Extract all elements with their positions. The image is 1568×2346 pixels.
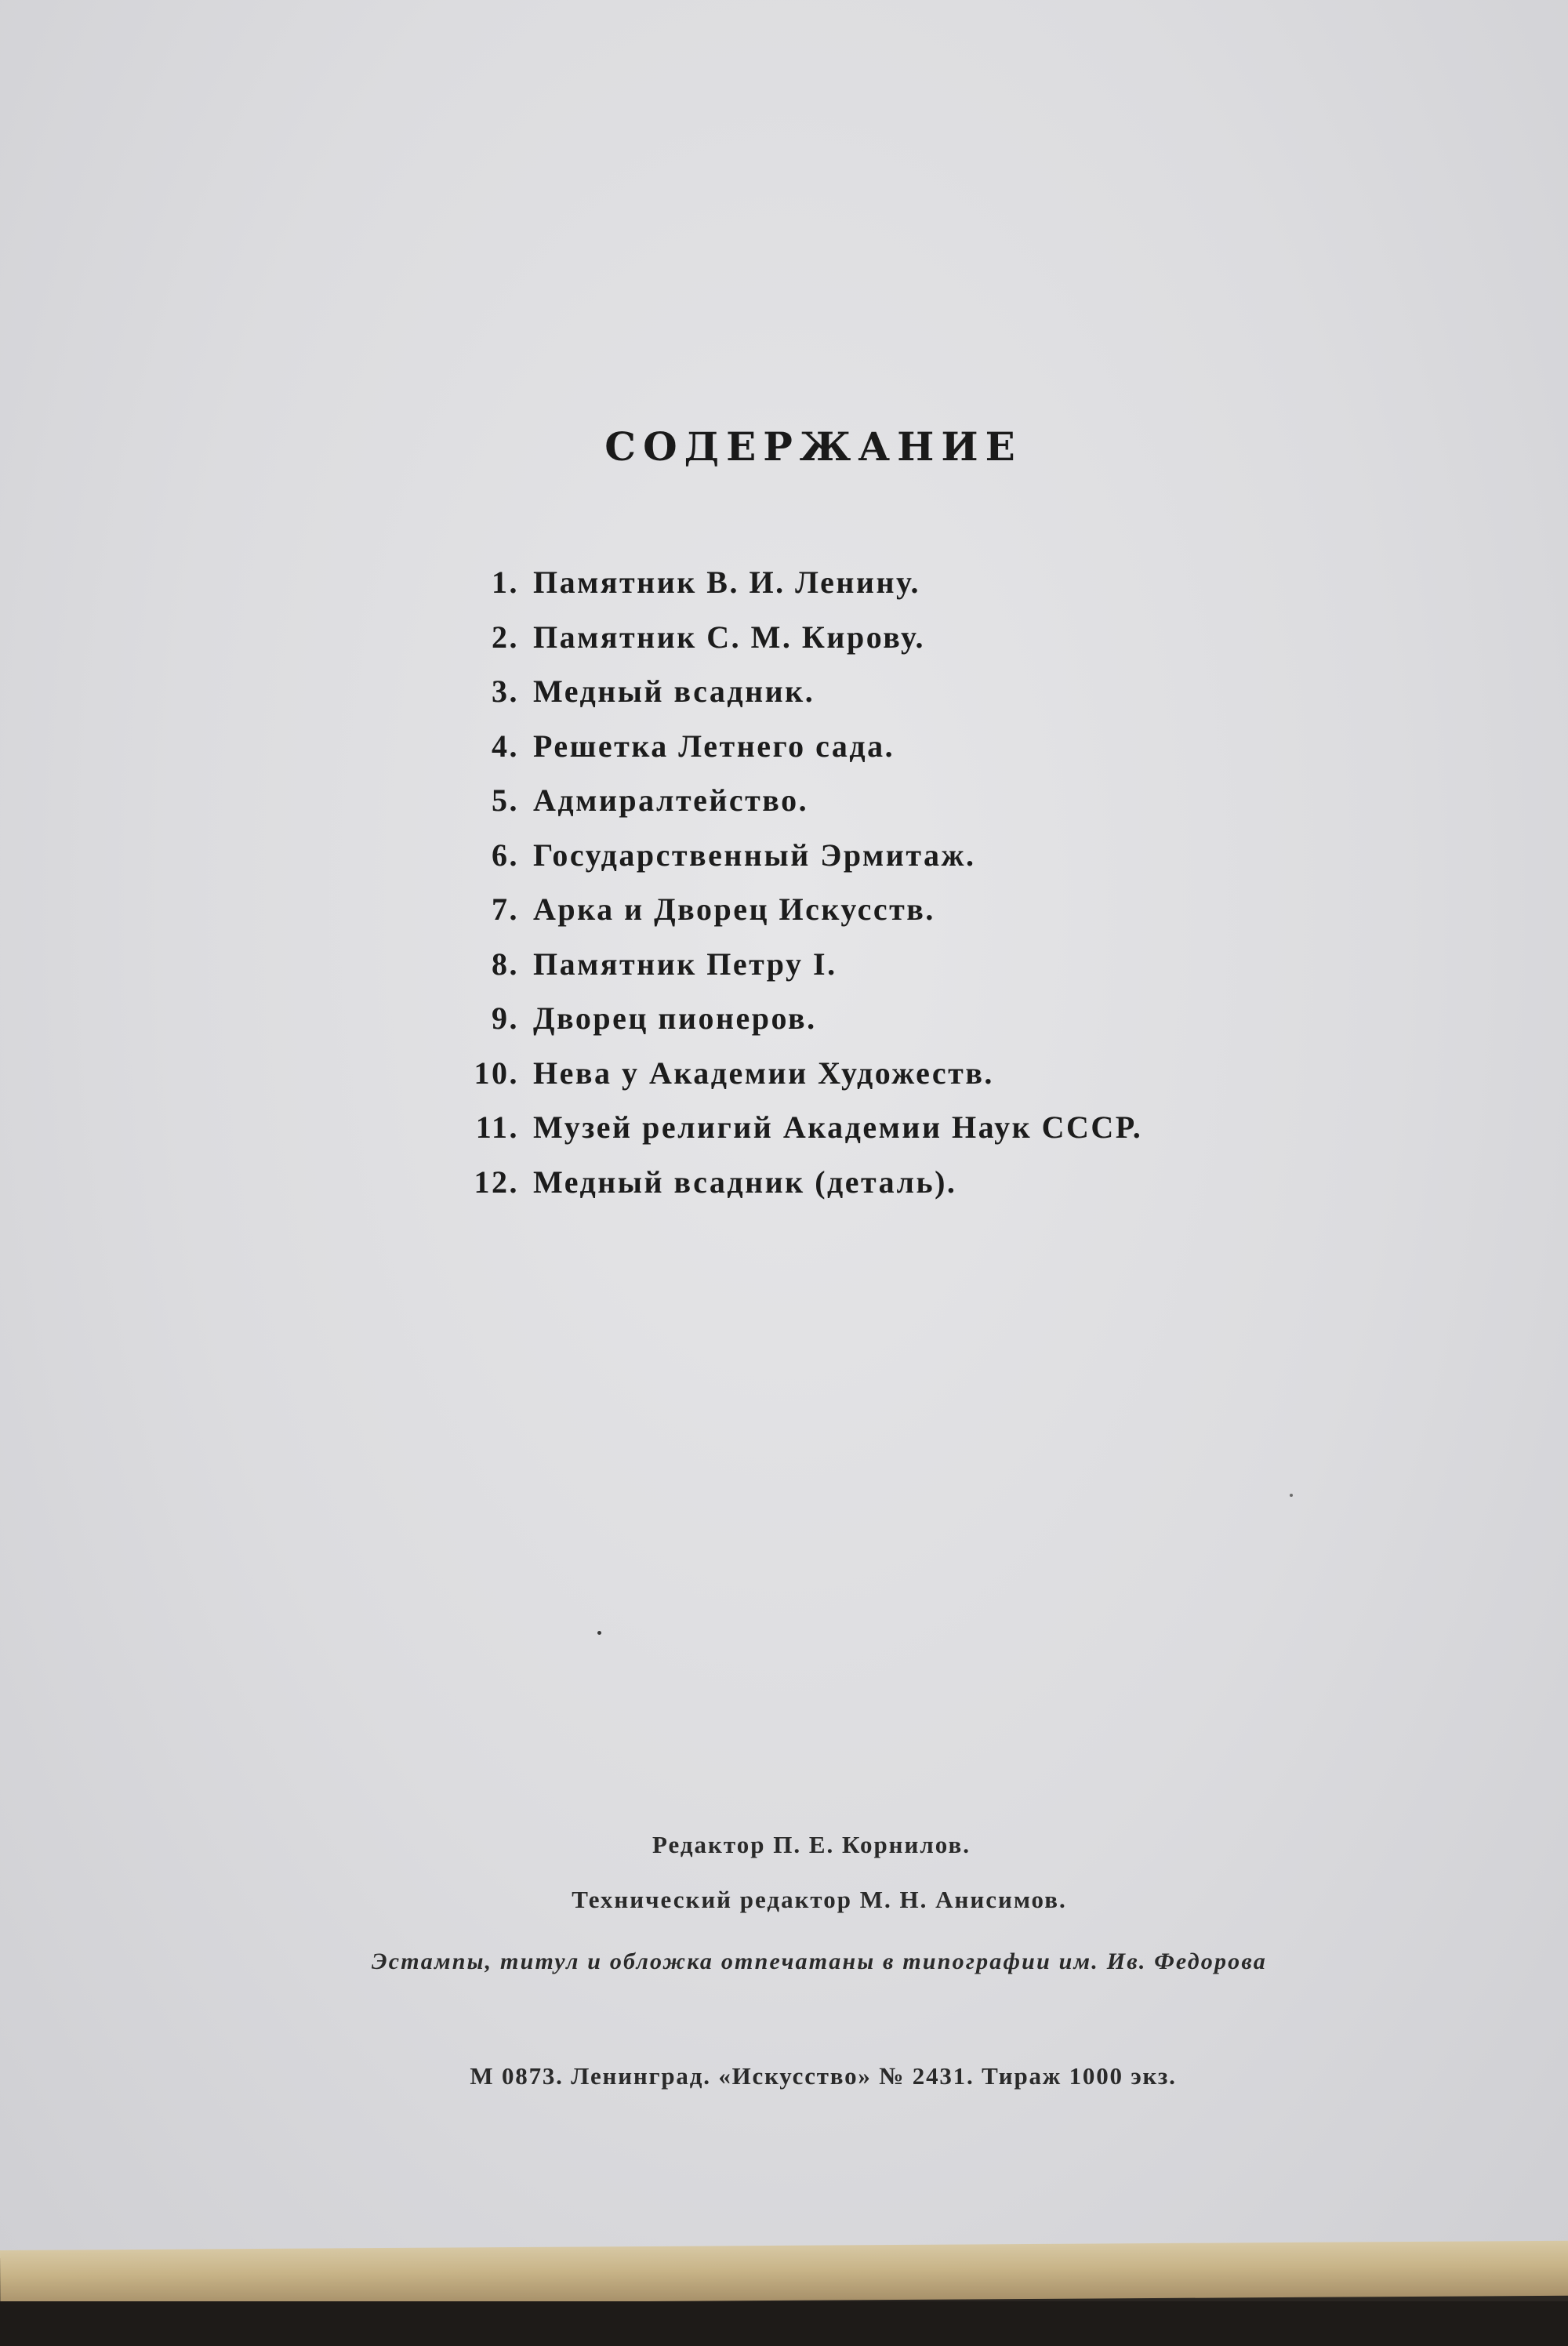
item-number: 9. [492, 1000, 519, 1037]
item-number: 1. [492, 565, 519, 601]
item-title: Государственный Эрмитаж. [533, 837, 976, 873]
item-number: 11. [475, 1109, 519, 1146]
item-title: Музей религий Академии Наук СССР. [533, 1109, 1143, 1146]
item-number: 12. [474, 1164, 519, 1200]
contents-item [463, 991, 1142, 1046]
contents-item [463, 1046, 1142, 1101]
contents-item [463, 882, 1142, 937]
item-number: 5. [492, 783, 519, 819]
printing-house-line: Эстампы, титул и обложка отпечатаны в типографии им. Ив. Федорова [372, 1948, 1267, 1974]
contents-item [463, 719, 1142, 774]
item-title: Дворец пионеров. [533, 1000, 817, 1037]
technical-editor-line: Технический редактор М. Н. Анисимов. [572, 1886, 1067, 1913]
item-title: Нева у Академии Художеств. [533, 1055, 994, 1091]
item-number: 3. [492, 674, 519, 710]
contents-item [463, 937, 1142, 992]
item-title: Медный всадник. [533, 674, 815, 710]
item-title: Арка и Дворец Искусств. [533, 892, 935, 928]
item-title: Памятник С. М. Кирову. [533, 619, 925, 655]
item-number: 10. [474, 1055, 519, 1091]
item-title: Медный всадник (деталь). [533, 1164, 957, 1200]
publication-order-line: М 0873. Ленинград. «Искусство» № 2431. Тираж 1000 экз. [470, 2062, 1177, 2090]
ink-speck [1290, 1494, 1293, 1497]
item-number: 6. [492, 837, 519, 873]
contents-heading: СОДЕРЖАНИЕ [604, 423, 1022, 470]
contents-list [463, 555, 1142, 1209]
item-number: 8. [492, 946, 519, 982]
ink-speck [597, 1631, 601, 1635]
contents-item [463, 555, 1142, 610]
item-number: 2. [492, 619, 519, 655]
page-bottom-edge [0, 2241, 1568, 2305]
item-title: Памятник В. И. Ленину. [533, 565, 921, 601]
editor-line: Редактор П. Е. Корнилов. [652, 1831, 971, 1858]
item-title: Памятник Петру I. [533, 946, 837, 982]
contents-item [463, 1100, 1142, 1155]
item-title: Адмиралтейство. [533, 783, 809, 819]
contents-item [463, 610, 1142, 665]
item-number: 7. [492, 892, 519, 928]
item-number: 4. [492, 728, 519, 764]
contents-item [463, 828, 1142, 883]
background-shadow [0, 2301, 1568, 2346]
contents-item [463, 1155, 1142, 1210]
item-title: Решетка Летнего сада. [533, 728, 895, 764]
contents-item [463, 664, 1142, 719]
contents-item [463, 773, 1142, 828]
